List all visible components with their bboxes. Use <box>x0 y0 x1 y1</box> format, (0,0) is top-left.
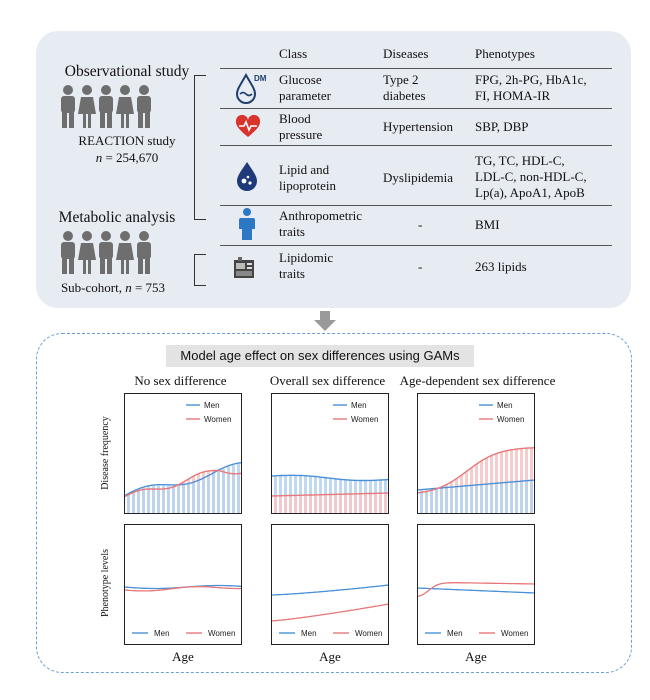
men-frequency-bar <box>445 489 448 514</box>
class-line: traits <box>279 266 305 281</box>
legend-men-label: Men <box>301 629 317 638</box>
phenotypes-lipidomic <box>475 259 527 275</box>
men-frequency-bar <box>525 482 528 513</box>
men-frequency-bar <box>500 484 503 513</box>
men-frequency-bar <box>187 485 190 513</box>
phenotype-line: FPG, 2h-PG, HbA1c, <box>475 72 587 87</box>
men-frequency-bar <box>192 483 195 513</box>
bracket-tick <box>194 219 206 220</box>
men-frequency-bar <box>495 484 498 513</box>
row-divider <box>220 205 612 206</box>
women-frequency-bar <box>314 495 317 513</box>
women-frequency-bar <box>294 495 297 513</box>
phenotype-plot-overall-difference <box>271 524 389 645</box>
legend-men-label: Men <box>154 629 170 638</box>
dm-badge: DM <box>254 74 267 83</box>
women-frequency-bar <box>339 494 342 513</box>
men-frequency-bar <box>207 476 210 513</box>
men-frequency-bar <box>177 486 180 513</box>
person-leg <box>145 111 150 128</box>
class-line: traits <box>279 224 305 239</box>
men-frequency-bar <box>142 488 145 513</box>
person-icon <box>238 207 256 241</box>
class-blood-pressure <box>279 111 322 143</box>
header-phenotypes: Phenotypes <box>475 46 535 61</box>
person-body <box>61 242 75 259</box>
women-frequency-bar <box>359 494 362 513</box>
men-frequency-bar <box>485 485 488 513</box>
women-frequency-bar <box>289 496 292 513</box>
person-body <box>61 96 75 113</box>
men-frequency-bar <box>217 471 220 513</box>
women-frequency-bar <box>384 493 387 513</box>
column-title-no-difference: No sex difference <box>134 373 227 388</box>
class-anthropometric <box>279 208 362 240</box>
men-frequency-bar <box>530 481 533 513</box>
row-divider <box>220 245 612 246</box>
women-frequency-bar <box>284 496 287 513</box>
metabolic-analysis-title: Metabolic analysis <box>58 209 176 226</box>
class-line: Lipidomic <box>279 250 334 265</box>
person-leg <box>126 260 129 274</box>
person-leg <box>88 114 91 128</box>
men-frequency-bar <box>450 488 453 513</box>
phenotype-line: FI, HOMA-IR <box>475 88 551 103</box>
women-frequency-bar <box>354 494 357 513</box>
class-line: pressure <box>279 127 323 142</box>
disease-line: - <box>418 259 423 274</box>
row-divider <box>220 68 612 69</box>
person-leg <box>107 111 112 128</box>
phenotypes-bp <box>475 119 528 135</box>
person-leg <box>121 114 124 128</box>
men-frequency-bar <box>425 490 428 513</box>
disease-line: Dyslipidemia <box>383 170 454 185</box>
subcohort-n <box>38 280 188 296</box>
men-frequency-bar <box>232 465 235 513</box>
plot-frame <box>418 525 535 645</box>
heart-pulse-icon <box>234 114 262 140</box>
person-head <box>120 85 130 95</box>
men-frequency-bar <box>222 469 225 513</box>
men-frequency-bar <box>470 486 473 513</box>
men-frequency-bar <box>420 491 423 513</box>
men-frequency-bar <box>505 483 508 513</box>
person-leg <box>69 111 74 128</box>
legend-men-label: Men <box>204 401 220 410</box>
person-head <box>139 85 149 95</box>
row-divider <box>220 108 612 109</box>
men-frequency-bar <box>455 488 458 513</box>
disease-line: - <box>418 217 423 232</box>
person-body <box>78 243 96 260</box>
column-title-age-dependent: Age-dependent sex difference <box>399 373 556 388</box>
men-frequency-bar <box>157 486 160 513</box>
phenotypes-bmi <box>475 217 500 233</box>
women-frequency-bar <box>334 494 337 513</box>
person-head <box>82 231 92 241</box>
women-frequency-bar <box>349 494 352 513</box>
men-frequency-bar <box>147 487 150 513</box>
men-frequency-bar <box>430 490 433 513</box>
class-lipidomic <box>279 250 333 282</box>
women-frequency-bar <box>364 494 367 513</box>
person-leg <box>62 257 67 274</box>
person-body <box>78 97 96 114</box>
person-head <box>139 231 149 241</box>
lipid-drop-icon <box>234 160 260 192</box>
phenotype-line: BMI <box>475 217 500 232</box>
men-frequency-bar <box>132 492 135 513</box>
men-frequency-bar <box>182 485 185 513</box>
disease-plot-overall-difference <box>271 393 389 514</box>
person-figure <box>99 231 113 274</box>
person-figure <box>137 85 151 128</box>
disease-plot-no-difference <box>124 393 242 514</box>
person-leg <box>69 257 74 274</box>
men-frequency-bar <box>460 487 463 513</box>
person-leg <box>83 260 86 274</box>
women-frequency-bar <box>274 496 277 513</box>
disease-t2d <box>383 72 426 104</box>
header-class: Class <box>279 46 308 61</box>
men-frequency-bar <box>515 483 518 513</box>
women-frequency-bar <box>379 493 382 513</box>
person-head <box>63 231 73 241</box>
person-leg <box>126 114 129 128</box>
person-body <box>99 242 113 259</box>
men-frequency-bar <box>237 464 240 513</box>
women-frequency-bar <box>369 493 372 513</box>
n-value: = 254,670 <box>102 150 159 165</box>
men-frequency-bar <box>510 483 513 513</box>
women-frequency-bar <box>304 495 307 513</box>
phenotype-line: Lp(a), ApoA1, ApoB <box>475 185 585 200</box>
disease-plot-age-dependent <box>417 393 535 514</box>
class-lipid <box>279 162 336 194</box>
men-frequency-bar <box>465 487 468 513</box>
person-figure <box>61 231 75 274</box>
person-leg <box>121 260 124 274</box>
women-frequency-bar <box>319 495 322 513</box>
person-head <box>101 85 111 95</box>
down-arrow-icon <box>312 310 338 332</box>
person-leg <box>138 111 143 128</box>
subcohort-label: Sub-cohort, <box>60 280 126 295</box>
person-figure <box>78 85 96 128</box>
phenotypes-glucose <box>475 72 587 104</box>
class-line: Glucose <box>279 72 322 87</box>
ylabel-phenotype-levels: Phenotype levels <box>100 548 111 618</box>
legend-women-label: Women <box>355 629 383 638</box>
person-body <box>137 96 151 113</box>
person-leg <box>100 111 105 128</box>
bracket-metabolic <box>194 254 195 285</box>
men-frequency-bar <box>197 481 200 513</box>
legend-men-label: Men <box>447 629 463 638</box>
class-glucose <box>279 72 331 104</box>
men-frequency-bar <box>435 489 438 513</box>
person-figure <box>61 85 75 128</box>
legend-women-label: Women <box>351 415 379 424</box>
phenotypes-lipid <box>475 153 587 201</box>
men-frequency-bar <box>520 482 523 513</box>
lab-instrument-icon <box>232 256 258 282</box>
women-frequency-bar <box>329 494 332 513</box>
observational-n <box>52 150 202 166</box>
legend-women-label: Women <box>208 629 236 638</box>
glucose-drop-icon <box>232 72 268 104</box>
person-leg <box>62 111 67 128</box>
xlabel-age: Age <box>319 649 341 664</box>
ylabel-disease-frequency: Disease frequency <box>100 416 111 490</box>
class-line: Anthropometric <box>279 208 363 223</box>
disease-line: Hypertension <box>383 119 454 134</box>
person-figure <box>116 231 134 274</box>
disease-none <box>418 217 422 233</box>
person-body <box>116 243 134 260</box>
phenotype-line: LDL-C, non-HDL-C, <box>475 169 587 184</box>
person-figure <box>137 231 151 274</box>
disease-line: diabetes <box>383 88 426 103</box>
xlabel-age: Age <box>172 649 194 664</box>
legend-men-label: Men <box>351 401 367 410</box>
women-frequency-bar <box>344 494 347 513</box>
men-frequency-bar <box>202 479 205 513</box>
person-leg <box>107 257 112 274</box>
person-leg <box>83 114 86 128</box>
person-body <box>99 96 113 113</box>
phenotype-line: 263 lipids <box>475 259 527 274</box>
person-leg <box>138 257 143 274</box>
class-line: lipoprotein <box>279 178 337 193</box>
women-frequency-bar <box>299 495 302 513</box>
disease-dyslipidemia <box>383 170 453 186</box>
women-frequency-bar <box>324 495 327 513</box>
bracket-tick <box>194 254 206 255</box>
men-frequency-bar <box>490 485 493 513</box>
n-symbol: n <box>95 150 103 165</box>
phenotype-plot-no-difference <box>124 524 242 645</box>
person-figure <box>116 85 134 128</box>
person-leg <box>100 257 105 274</box>
phenotype-line: TG, TC, HDL-C, <box>475 153 565 168</box>
n-symbol: n <box>125 280 132 295</box>
person-figure <box>99 85 113 128</box>
disease-hypertension <box>383 119 453 135</box>
plot-frame <box>125 525 242 645</box>
person-head <box>120 231 130 241</box>
disease-line: Type 2 <box>383 72 419 87</box>
phenotype-line: SBP, DBP <box>475 119 529 134</box>
women-frequency-bar <box>279 496 282 513</box>
person-head <box>82 85 92 95</box>
class-line: parameter <box>279 88 331 103</box>
bracket-tick <box>194 75 206 76</box>
person-leg <box>88 260 91 274</box>
reaction-study-label: REACTION study <box>78 133 176 148</box>
person-head <box>101 231 111 241</box>
legend-men-label: Men <box>497 401 513 410</box>
women-frequency-bar <box>309 495 312 513</box>
men-frequency-bar <box>127 495 130 513</box>
bracket-observational <box>194 75 195 220</box>
men-frequency-bar <box>167 486 170 513</box>
header-diseases: Diseases <box>383 46 429 61</box>
plot-frame <box>272 525 389 645</box>
legend-women-label: Women <box>497 415 525 424</box>
n-value: = 753 <box>131 280 166 295</box>
men-frequency-bar <box>440 489 443 513</box>
men-frequency-bar <box>152 486 155 513</box>
population-icon-metabolic <box>60 230 164 276</box>
person-figure <box>78 231 96 274</box>
men-frequency-bar <box>172 486 175 513</box>
class-line: Lipid and <box>279 162 330 177</box>
person-body <box>116 97 134 114</box>
men-frequency-bar <box>475 486 478 513</box>
row-divider <box>220 145 612 146</box>
xlabel-age: Age <box>465 649 487 664</box>
phenotype-plot-age-dependent <box>417 524 535 645</box>
person-leg <box>145 257 150 274</box>
class-line: Blood <box>279 111 311 126</box>
population-icon-observational <box>60 84 164 130</box>
men-frequency-bar <box>162 486 165 513</box>
disease-none <box>418 259 422 275</box>
men-frequency-bar <box>212 474 215 513</box>
column-title-overall-difference: Overall sex difference <box>269 373 386 388</box>
bracket-tick <box>194 285 206 286</box>
men-frequency-bar <box>137 490 140 513</box>
men-frequency-bar <box>480 486 483 513</box>
legend-women-label: Women <box>501 629 529 638</box>
legend-women-label: Women <box>204 415 232 424</box>
women-frequency-bar <box>374 493 377 513</box>
person-head <box>63 85 73 95</box>
person-body <box>137 242 151 259</box>
gam-title: Model age effect on sex differences using GAMs <box>166 345 474 367</box>
observational-study-title: Observational study <box>64 63 190 80</box>
